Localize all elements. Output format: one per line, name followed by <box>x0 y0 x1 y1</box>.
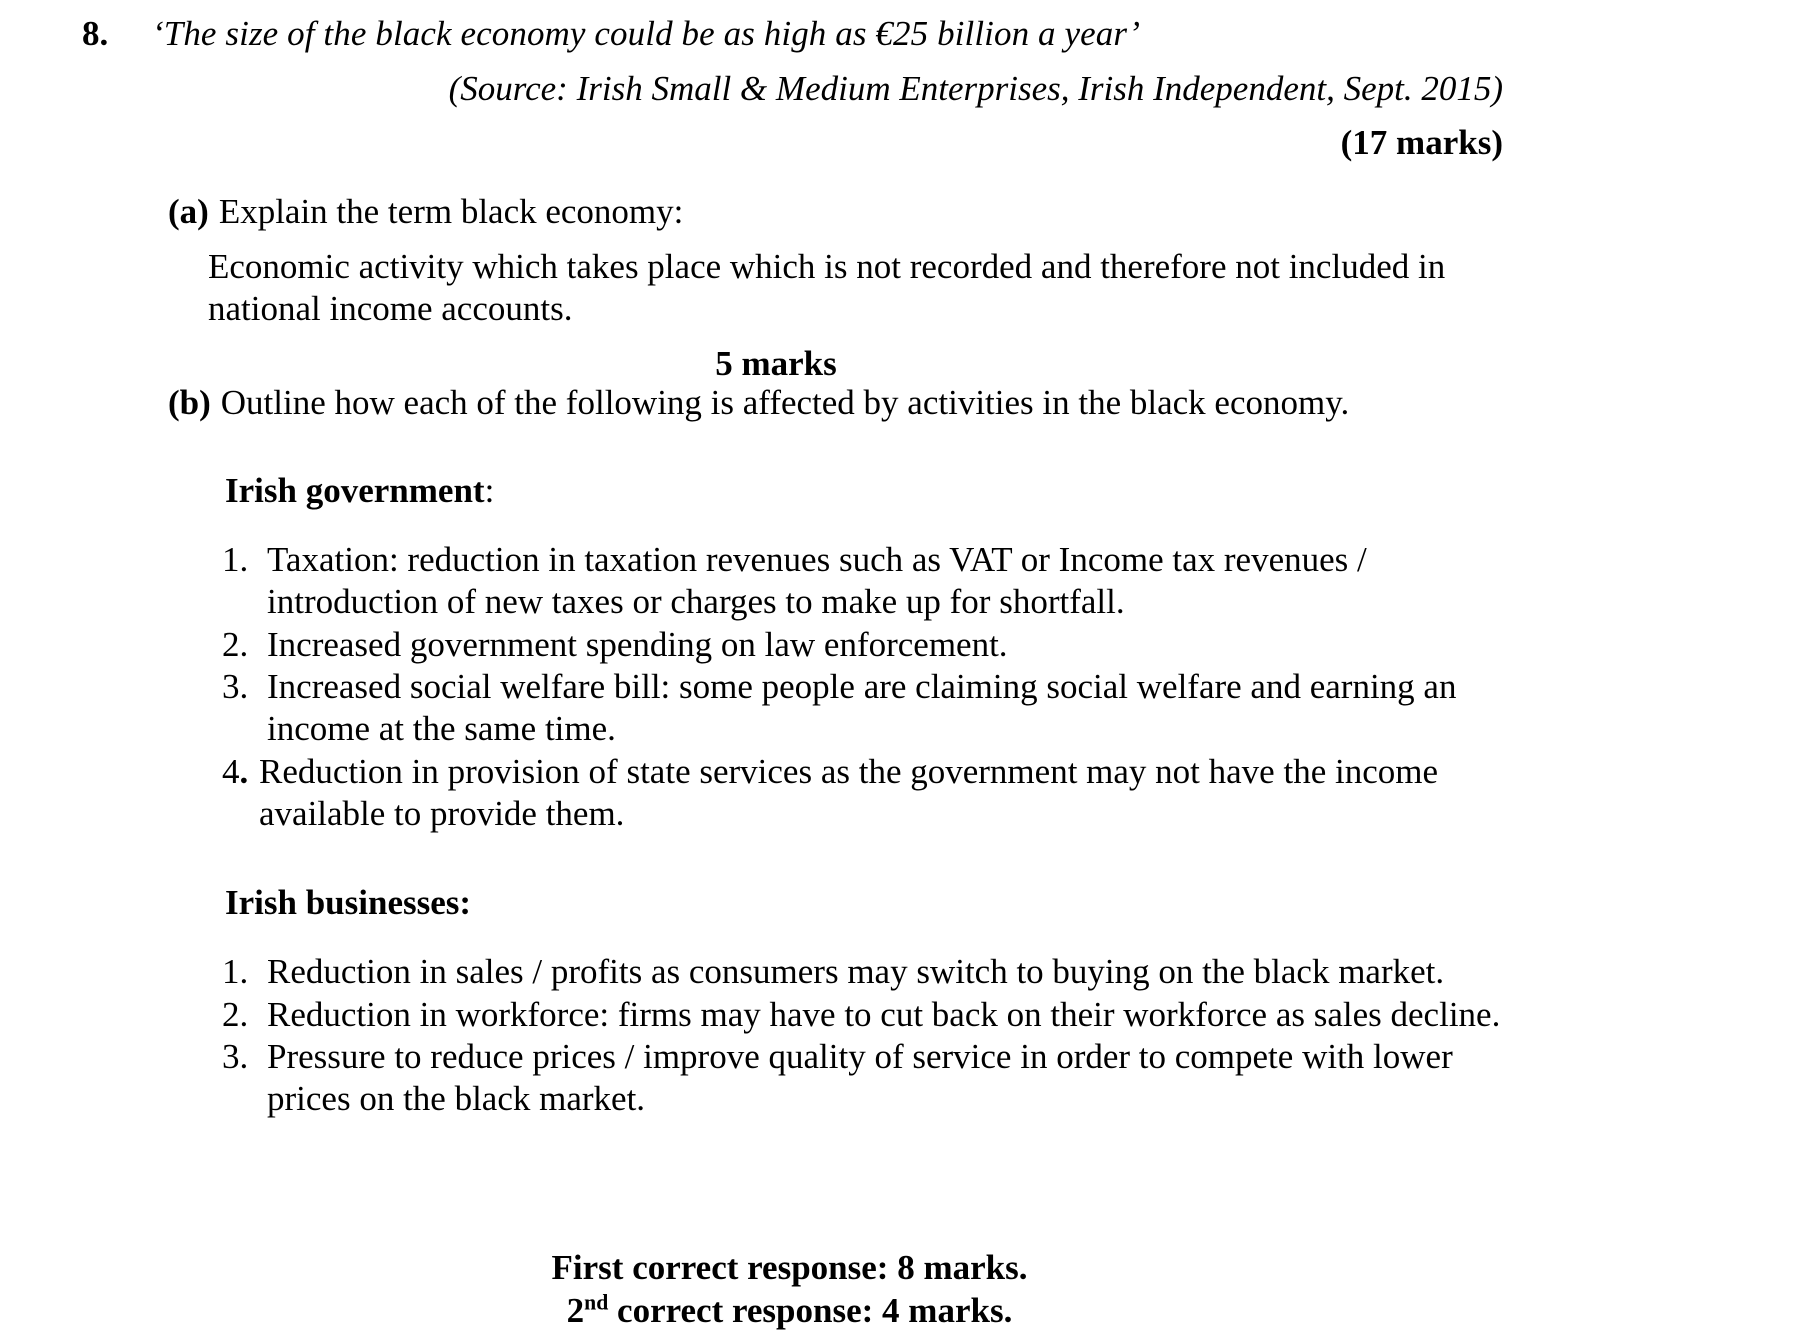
part-a-label: (a) <box>168 192 209 231</box>
list-item-marker: 1. <box>222 952 249 992</box>
subsection-heading-irish-businesses <box>0 883 1819 923</box>
question-quote-line <box>0 14 1819 54</box>
part-a-section <box>0 192 1819 384</box>
question-total-marks: (17 marks) <box>1340 123 1503 162</box>
list-item <box>0 624 1819 666</box>
footer-ordinal-suffix: nd <box>584 1290 609 1315</box>
part-a-prompt: Explain the term black economy: <box>218 192 684 231</box>
part-b-section <box>0 383 1819 1121</box>
list-item-text: Reduction in workforce: firms may have to cut back on their workforce as sales decline. <box>267 994 1501 1034</box>
marks-footer <box>0 1246 1819 1332</box>
irish-businesses-list <box>0 951 1819 1120</box>
list-item-text: Pressure to reduce prices / improve quality of service in order to compete with lower prices on the black market. <box>267 1037 1453 1119</box>
question-number: 8. <box>82 14 109 53</box>
part-a-prompt-row <box>0 192 1819 232</box>
list-item-marker: 2. <box>222 624 249 664</box>
subsection-heading-text: Irish businesses: <box>225 883 472 923</box>
list-item-marker: 2. <box>222 994 249 1034</box>
part-a-answer: Economic activity which takes place which is not recorded and therefore not included in national income accounts. <box>208 247 1446 328</box>
subsection-heading-irish-government <box>0 471 1819 511</box>
irish-government-list <box>0 539 1819 835</box>
list-item-text: Reduction in provision of state services as the government may not have the income available to provide them. <box>259 751 1438 834</box>
list-item-text: Reduction in sales / profits as consumers may switch to buying on the black market. <box>267 952 1445 992</box>
part-b-prompt: Outline how each of the following is affected by activities in the black economy. <box>220 383 1350 422</box>
question-source-line: (Source: Irish Small & Medium Enterprises, Irish Independent, Sept. 2015) <box>448 69 1503 108</box>
list-item <box>0 951 1819 993</box>
footer-line-second-response <box>0 1289 1579 1332</box>
footer-ordinal-number: 2 <box>566 1291 585 1331</box>
part-a-marks: 5 marks <box>715 344 837 383</box>
list-item-text: Taxation: reduction in taxation revenues such as VAT or Income tax revenues / introduction of new taxes or charges to make up for shortfall. <box>267 540 1367 622</box>
list-item <box>0 994 1819 1036</box>
subsection-heading-suffix: : <box>484 471 495 510</box>
list-item <box>0 1036 1819 1121</box>
list-item-marker: 4. <box>222 751 249 791</box>
part-b-label: (b) <box>168 383 211 422</box>
part-b-prompt-row <box>0 383 1819 423</box>
list-item-text: Increased social welfare bill: some people are claiming social welfare and earning an income at the same time. <box>267 667 1457 749</box>
list-item <box>0 751 1819 836</box>
list-item-text: Increased government spending on law enforcement. <box>267 624 1008 664</box>
subsection-heading-text: Irish government <box>225 471 485 510</box>
footer-line-first-response: First correct response: 8 marks. <box>551 1248 1028 1287</box>
question-quote-text: ‘The size of the black economy could be as high as €25 billion a year’ <box>152 14 1141 53</box>
list-item-marker: 3. <box>222 667 249 707</box>
footer-second-response-text: correct response: 4 marks. <box>608 1291 1013 1331</box>
question-header <box>0 14 1819 163</box>
list-item <box>0 539 1819 624</box>
list-item <box>0 666 1819 751</box>
list-item-marker: 1. <box>222 540 249 579</box>
list-item-marker: 3. <box>222 1037 249 1077</box>
